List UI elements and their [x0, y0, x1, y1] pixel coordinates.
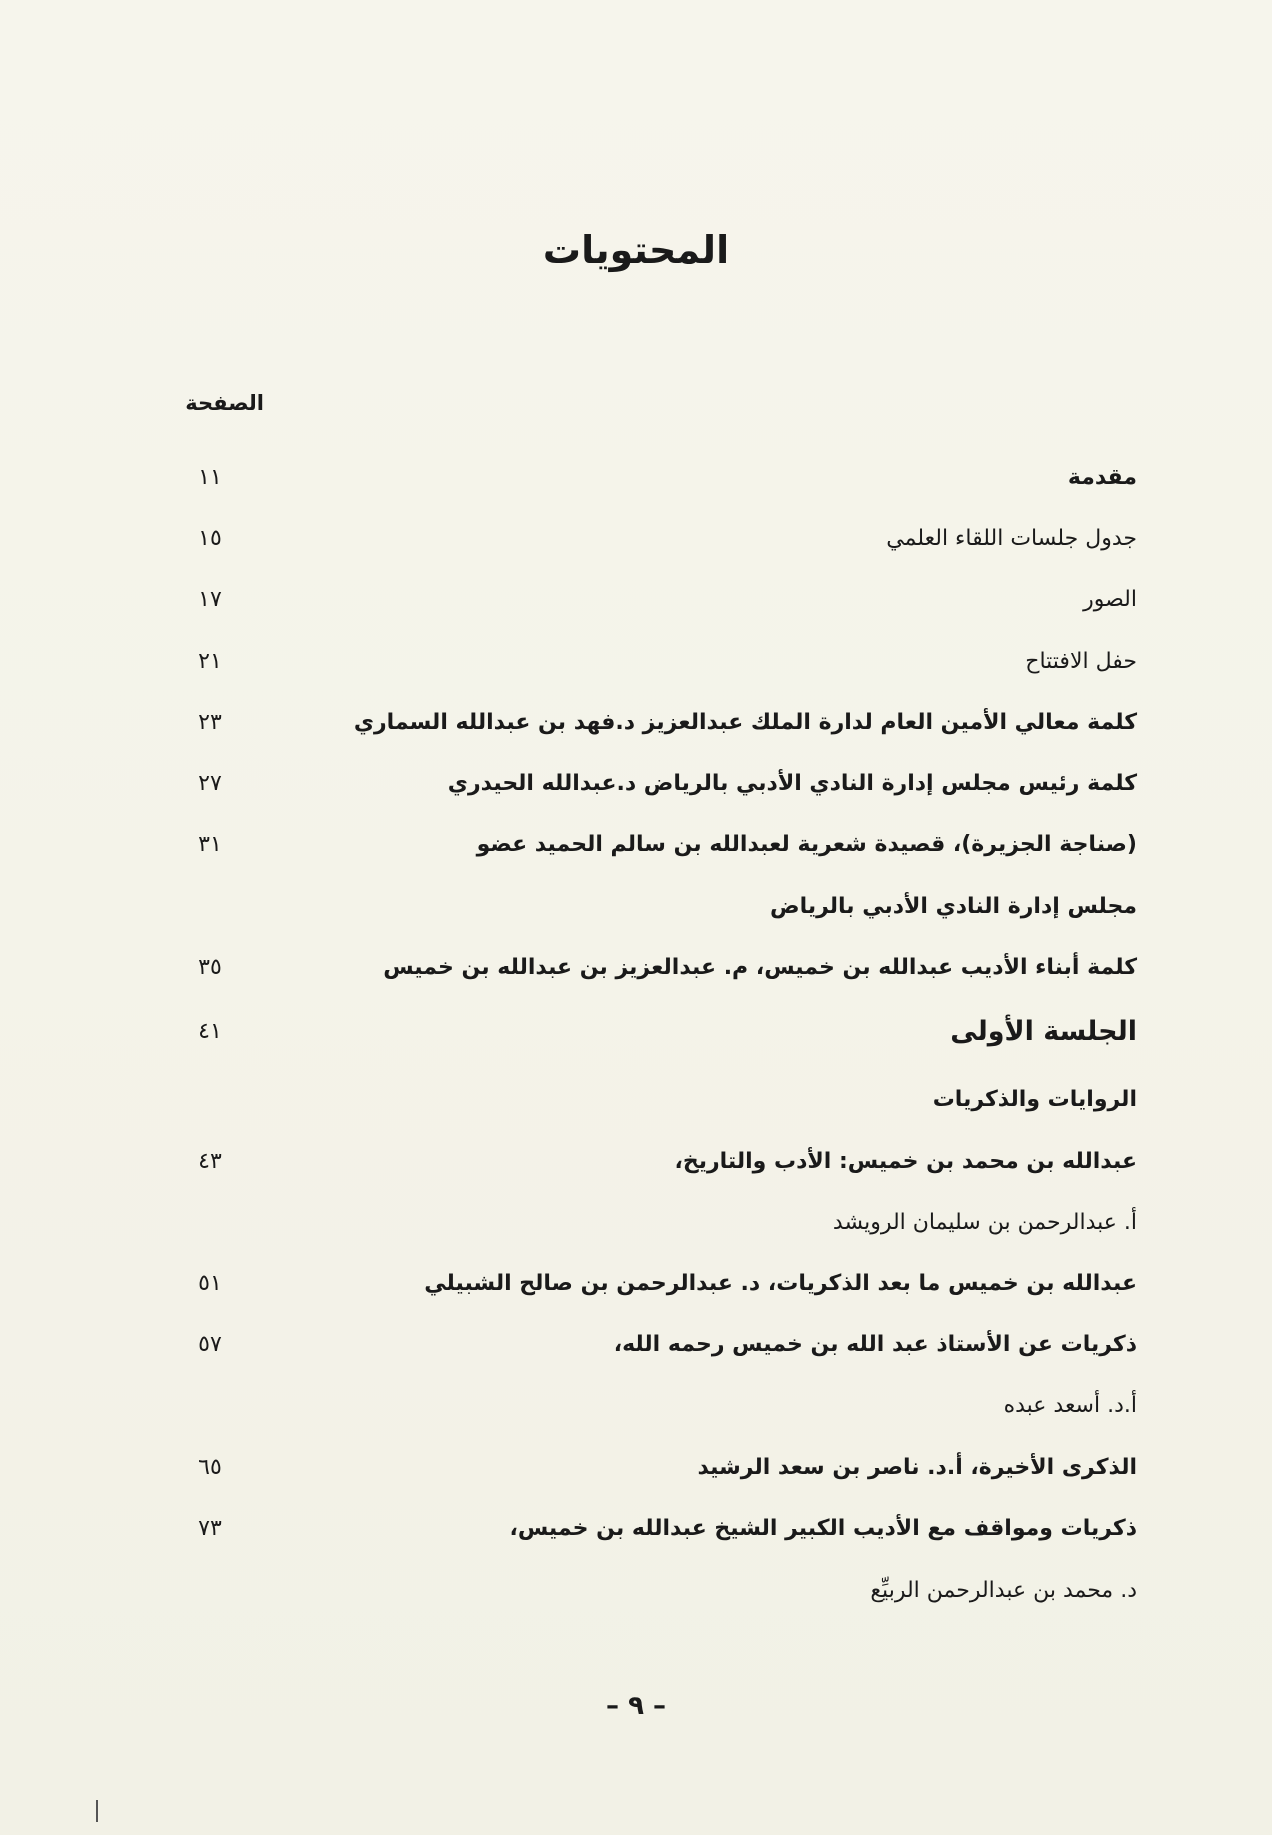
toc-entry: [160, 460, 1137, 496]
toc-entry: [160, 1205, 1137, 1241]
toc-entry: [160, 1266, 1137, 1302]
toc-entry-title: كلمة رئيس مجلس إدارة النادي الأدبي بالرياض د.عبدالله الحيدري: [447, 771, 1137, 796]
toc-entry: [160, 1082, 1137, 1118]
toc-entry-page: ١١: [198, 465, 222, 490]
toc-entry-title: عبدالله بن خميس ما بعد الذكريات، د. عبدالرحمن بن صالح الشبيلي: [424, 1271, 1137, 1296]
page-number: – ٩ –: [606, 1691, 666, 1721]
toc-entry: [160, 1511, 1137, 1547]
toc-entry-title: مجلس إدارة النادي الأدبي بالرياض: [769, 894, 1137, 919]
toc-entry-page: ٤٣: [198, 1149, 222, 1174]
toc-entry-page: ٣٥: [198, 955, 222, 980]
toc-entry-title: الذكرى الأخيرة، أ.د. ناصر بن سعد الرشيد: [697, 1455, 1137, 1480]
toc-entry-title: الجلسة الأولى: [950, 1016, 1137, 1047]
toc-entry-title: (صناجة الجزيرة)، قصيدة شعرية لعبدالله بن سالم الحميد عضو: [476, 832, 1137, 857]
toc-section-heading: [160, 1014, 1137, 1050]
toc-entry-page: ١٧: [198, 587, 222, 612]
toc-entry-title: أ.د. أسعد عبده: [1003, 1393, 1137, 1418]
toc-entry-page: ١٥: [198, 526, 222, 551]
toc-entry-title: جدول جلسات اللقاء العلمي: [886, 526, 1137, 551]
toc-entry-page: ٥٧: [198, 1332, 222, 1357]
toc-entry-title: ذكريات عن الأستاذ عبد الله بن خميس رحمه الله،: [613, 1332, 1137, 1357]
toc-entry-page: ٦٥: [198, 1455, 222, 1480]
toc-entry: [160, 889, 1137, 925]
toc-entry-page: ٤١: [198, 1019, 222, 1044]
toc-entry: [160, 521, 1137, 557]
page-column-header: الصفحة: [185, 391, 264, 415]
toc-entry-title: كلمة معالي الأمين العام لدارة الملك عبدالعزيز د.فهد بن عبدالله السماري: [353, 710, 1137, 735]
toc-entry: [160, 1327, 1137, 1363]
toc-entry: [160, 827, 1137, 863]
toc-entry-title: مقدمة: [1067, 465, 1137, 490]
toc-entry-page: ٢٣: [198, 710, 222, 735]
toc-entry-title: أ. عبدالرحمن بن سليمان الرويشد: [832, 1210, 1137, 1235]
toc-entry-page: ٥١: [198, 1271, 222, 1296]
toc-entry-title: حفل الافتتاح: [1025, 649, 1137, 674]
toc-entry-page: ٢٧: [198, 771, 222, 796]
toc-entry: [160, 705, 1137, 741]
toc-entry: [160, 1450, 1137, 1486]
toc-entry-title: الصور: [1083, 587, 1137, 612]
scan-edge-mark: [96, 1800, 98, 1822]
toc-entry-title: كلمة أبناء الأديب عبدالله بن خميس، م. عبدالعزيز بن عبدالله بن خميس: [383, 955, 1137, 980]
page-title: المحتويات: [542, 228, 730, 272]
toc-entry-page: ٣١: [198, 832, 222, 857]
toc-entry-page: ٢١: [198, 649, 222, 674]
toc-entry-title: عبدالله بن محمد بن خميس: الأدب والتاريخ،: [674, 1149, 1137, 1174]
toc-entry: [160, 1573, 1137, 1609]
toc-entry-title: د. محمد بن عبدالرحمن الربيِّع: [870, 1578, 1137, 1603]
toc-entry: [160, 766, 1137, 802]
toc-entry-page: ٧٣: [198, 1516, 222, 1541]
toc-entry-title: ذكريات ومواقف مع الأديب الكبير الشيخ عبدالله بن خميس،: [509, 1516, 1137, 1541]
toc-entry: [160, 1144, 1137, 1180]
toc-entry-title: الروايات والذكريات: [932, 1087, 1137, 1112]
toc-entry: [160, 582, 1137, 618]
toc-entry: [160, 644, 1137, 680]
toc-entry: [160, 950, 1137, 986]
toc-entry: [160, 1388, 1137, 1424]
